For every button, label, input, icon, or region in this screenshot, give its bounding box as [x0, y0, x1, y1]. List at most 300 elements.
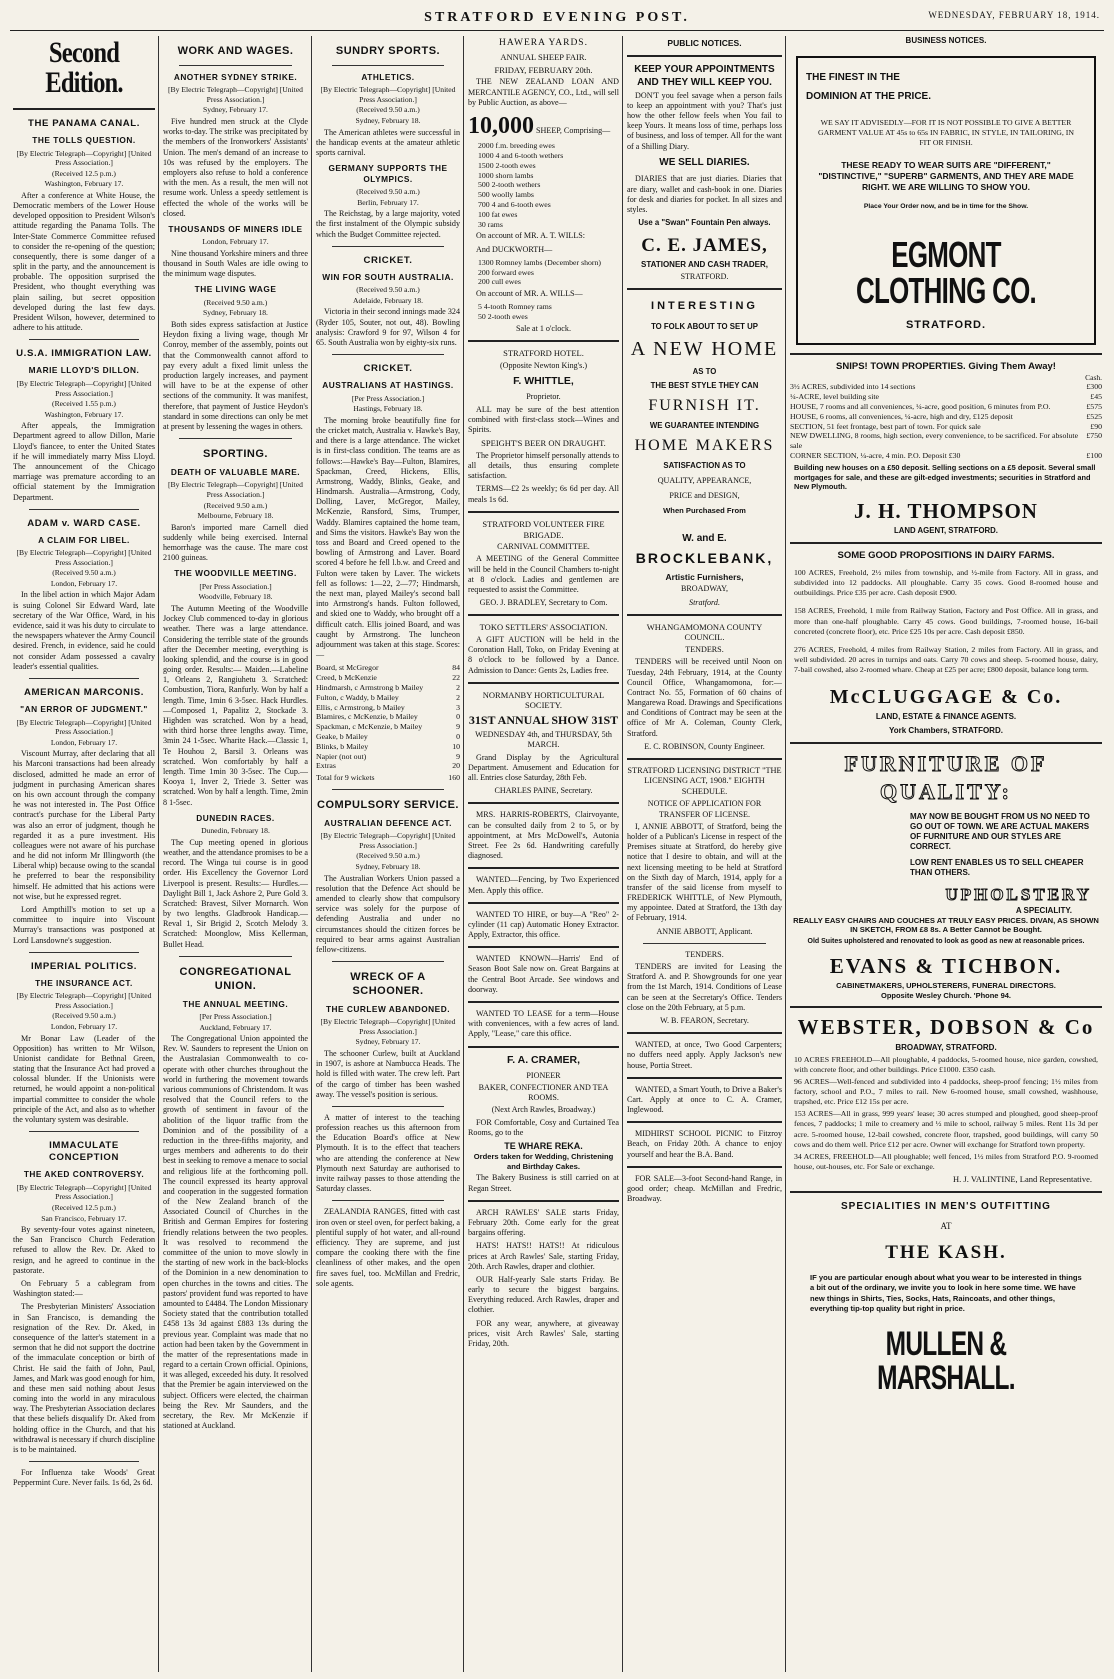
- ad-date: WEDNESDAY 4th, and THURSDAY, 5th MARCH.: [475, 730, 612, 750]
- received-time: (Received 1.55 p.m.): [52, 399, 116, 409]
- article-subheadline: MARIE LLOYD'S DILLON.: [28, 365, 140, 376]
- ad-address: BROADWAY,: [681, 584, 728, 594]
- property-listing: 276 ACRES, Freehold, 4 miles from Railway Station, 2 miles from Factory. All in grass, and well subdivided. 20 acres in turnips and oats. Carry 70 cows and sheep. 5-roomed house, dairy, 7-bail cowshed, also 2-roomed whare. Cheap at £25 per acre; £800 deposit, balance long term.: [794, 644, 1098, 674]
- received-time: (Received 9.50 a.m.): [356, 187, 420, 197]
- score-row: [316, 712, 460, 722]
- divider: [468, 867, 619, 869]
- divider: [332, 789, 444, 790]
- ad-highlight: Place Your Order now, and be in time for the Show.: [863, 202, 1029, 210]
- ad-heading: TOKO SETTLERS' ASSOCIATION.: [479, 622, 608, 633]
- classified-ad: WANTED, a Smart Youth, to Drive a Baker's Cart. Apply at once to C. A. Cramer, Inglewood.: [627, 1084, 782, 1115]
- ad-subheading: NOTICE OF APPLICATION FOR TRANSFER OF LICENSE.: [647, 799, 762, 819]
- received-time: (Received 9.50 a.m.): [356, 851, 420, 861]
- article-subheadline: THE TOLLS QUESTION.: [32, 135, 136, 146]
- ad-subheading: QUALITY, APPEARANCE,: [657, 475, 752, 485]
- runs: 22: [452, 673, 460, 683]
- divider: [790, 1191, 1102, 1193]
- stock-item: 1000 4 and 6-tooth wethers: [478, 150, 564, 160]
- ad-name: BROCKLEBANK,: [635, 550, 774, 567]
- score-row: [316, 742, 460, 752]
- article-subheadline: A CLAIM FOR LIBEL.: [38, 534, 130, 545]
- article-headline: COMPULSORY SERVICE.: [317, 799, 459, 812]
- stock-item: 1000 shorn lambs: [478, 170, 534, 180]
- score-row: [316, 663, 460, 673]
- stock-item: 100 fat ewes: [478, 209, 518, 219]
- ad-subheading: TO FOLK ABOUT TO SET UP: [651, 321, 758, 331]
- ad-subheading: When Purchased From: [663, 505, 746, 515]
- property-price: £100: [1086, 451, 1102, 461]
- article-headline: SPORTING.: [202, 448, 268, 461]
- dateline: Sydney, February 18.: [355, 116, 421, 125]
- ad-display: UPHOLSTERY: [945, 885, 1092, 905]
- divider: [332, 1200, 444, 1201]
- article-headline: U.S.A. IMMIGRATION LAW.: [16, 348, 152, 360]
- property-text: CORNER SECTION, ¼-acre, 4 min. P.O. Deposit £30: [790, 451, 961, 461]
- ad-body: THESE READY TO WEAR SUITS ARE "DIFFERENT," "DISTINCTIVE," "SUPERB" GARMENTS, AND THEY ARE MADE RIGHT. WE ARE WILLING TO SHOW YOU.: [818, 160, 1074, 192]
- property-listing: 10 ACRES FREEHOLD—All ploughable, 4 paddocks, 5-roomed house, nice garden, cowshed, with concrete floor, and other buildings. Price £1000. £350 cash.: [794, 1054, 1098, 1074]
- runs: 2: [456, 682, 460, 692]
- divider: [468, 1001, 619, 1003]
- ad-name: W. and E.: [682, 533, 727, 545]
- ad-subheading: LAND, ESTATE & FINANCE AGENTS.: [875, 712, 1017, 722]
- article-headline: CONGREGATIONAL UNION.: [179, 965, 292, 992]
- classified-ad: FOR any wear, anywhere, at giveaway prices, visit Arch Rawles' Sale, starting Friday, 20th.: [468, 1318, 619, 1349]
- runs: 9: [456, 751, 460, 761]
- dateline: Sydney, February 18.: [355, 862, 421, 872]
- property-listing: 96 ACRES—Well-fenced and subdivided into 4 paddocks, sheep-proof fencing; 1½ miles from factory, school and P.O., 7 miles to rail. New 6-roomed house, small cowshed, washhouse, trapshed, etc. Price £12 15s per acre.: [794, 1076, 1098, 1107]
- article-headline: THE PANAMA CANAL.: [28, 118, 140, 129]
- ad-subheading: A SPECIALITY.: [1015, 905, 1072, 915]
- classified-ad: WANTED—Fencing, by Two Experienced Men. Apply this office.: [468, 875, 619, 895]
- wire-credit: [By Electric Telegraph—Copyright] [United Press Association.]: [16, 1182, 152, 1202]
- article-body: Viscount Murray, after declaring that all his Marconi transactions had been already disclosed, admitted he made an error of judgment in purchasing American shares on his own account through the company he was not interested in. The Post Office contract's purchase for the Liberal Party was also an error of judgment, though he regarded it as a pure investment. His colleagues were not aware of his purchase and he did not inform Mr Illingworth (the Liberal whip) because owing to the scandal he preferred to bear the responsibility himself. He admitted that his actions were not wise, but he expressed regret.: [13, 749, 155, 901]
- stock-item: 500 2-tooth wethers: [478, 180, 541, 190]
- ad-name: F. WHITTLE,: [513, 375, 574, 388]
- ad-subheading: BAKER, CONFECTIONER AND TEA ROOMS.: [478, 1083, 609, 1103]
- batsman: Napier (not out): [316, 751, 367, 761]
- property-row: [790, 431, 1102, 451]
- batsman: Geake, b Mailey: [316, 731, 368, 741]
- article-subheadline: GERMANY SUPPORTS THE OLYMPICS.: [328, 163, 448, 184]
- section-heading: BUSINESS NOTICES.: [905, 36, 987, 45]
- column-rule: [463, 36, 464, 1672]
- ad-display: MULLEN & MARSHALL.: [877, 1325, 1015, 1398]
- divider: [643, 943, 766, 944]
- divider: [332, 1106, 444, 1107]
- ad-display: A NEW HOME: [630, 337, 779, 360]
- ad-subheading: (Opposite Newton King's.): [499, 361, 588, 370]
- article-headline: CRICKET.: [363, 254, 413, 266]
- score-row: [316, 722, 460, 732]
- divider: [468, 1200, 619, 1202]
- ad-body: DIARIES that are just diaries. Diaries that are diary, wallet and cash-book in one. Diaries for desk and diaries for pocket. In all sizes and styles.: [627, 174, 782, 214]
- ad-subheading: PRICE and DESIGN,: [669, 490, 740, 500]
- ad-subheading: THE BEST STYLE THEY CAN: [650, 380, 759, 390]
- divider: [627, 1166, 782, 1168]
- property-row: [790, 382, 1102, 392]
- article-body: On February 5 a cablegram from Washington stated:—: [13, 1279, 155, 1299]
- divider: [468, 614, 619, 616]
- ad-subheading: SATISFACTION AS TO: [663, 460, 746, 470]
- article-body: The Reichstag, by a large majority, voted the first instalment of the Olympic subsidy which the Budget Committee rejected.: [316, 209, 460, 239]
- received-time: (Received 12.5 p.m.): [52, 1202, 116, 1212]
- ad-body: FOR Comfortable, Cosy and Curtained Tea Rooms, go to the: [468, 1117, 619, 1137]
- divider: [627, 1121, 782, 1123]
- property-text: HOUSE, 6 rooms, all conveniences, ¼-acre, high and dry, £125 deposit: [790, 411, 1013, 421]
- article-body: The Presbyterian Ministers' Association in San Francisco, is demanding the resignation of the Rev. Dr. Aked, in consequence of the latter's statement in a sermon that he did not support the doctrine of the immaculate conception or birth of Christ. He said the faith of John, Paul, James, and Mark was good enough for him, and these men said nothing about Jesus coming into the world in any miraculous way. The Presbyterian Association declares that these beliefs disqualify Dr. Aked from holding office in the Church, and that his withdrawal is necessary if church discipline is to be maintained.: [13, 1302, 155, 1455]
- article-subheadline: DUNEDIN RACES.: [196, 812, 275, 823]
- ad-body: On account of MR. A. WILLS—: [476, 289, 583, 299]
- batsman: Blamires, c McKenzie, b Mailey: [316, 712, 418, 722]
- classified-ad: WANTED TO LEASE for a term—House with conveniences, with a few acres of land. Apply, "Lease," care this office.: [468, 1009, 619, 1039]
- stock-item: 500 woolly lambs: [478, 190, 534, 200]
- article-body: The Congregational Union appointed the Rev. W. Saunders to represent the Union on the Australasian Commonwealth to co-operate with other churches throughout the world in furthering the movement towards various communions of Christendom. It was resolved that the Council refers to the growth of sentiment in favour of the abolition of the liquor traffic from the Dominion and of the possibility of a reduction in the three-fifths majority, and urges members and adherents to do their best in seeking to remove a menace to social and religious life at the forthcoming poll. The council expressed its hearty approval and cooperation in the suggested formation of the New Zealand branch of the Associated Council of Churches in the British and German Empires for fostering friendly relations between the two peoples. It was resolved to recommend the committee of the union to move slowly in the starting of new work in the back-blocks of the Dominion in a new denomination to open churches in the towns and cities. The pastors' provident fund was reported to have amounted to £4484. The London Missionary Society stated that the contribution totalled £458 13s 3d against £883 13s during the previous year. Complaint was made that no action had been taken by the Government in the matter of the representations made in regard to a certain Crown official. Opinions, it was alleged, exceeded his duty. It resolved that the Premier be again interviewed on the subject. Officers were elected, the chairman being the Rev. Mr Saunders, and the secretary, the Rev. Mr McKenzie if stationed at Auckland.: [163, 1034, 308, 1431]
- received-time: (Received 9.50 a.m.): [203, 297, 268, 307]
- ad-highlight: 31ST ANNUAL SHOW 31ST: [468, 713, 619, 728]
- ad-body: MAY NOW BE BOUGHT FROM US NO NEED TO GO OUT OF TOWN. WE ARE ACTUAL MAKERS OF FURNITURE AND OUR STYLES ARE CORRECT.: [910, 811, 1090, 852]
- ad-name: THE KASH.: [885, 1241, 1007, 1263]
- ad-body: LOW RENT ENABLES US TO SELL CHEAPER THAN OTHERS.: [910, 858, 1084, 878]
- ad-address: STRATFORD.: [905, 319, 987, 332]
- wire-credit: [By Electric Telegraph—Copyright] [United Press Association.]: [16, 378, 152, 398]
- ad-body: Building new houses on a £50 deposit. Selling sections on a £5 deposit. Several small mortgages for sale, and these are gilt-edged investments; securities in Stratford and New Plymouth.: [794, 462, 1096, 492]
- wire-credit: [By Electric Telegraph—Copyright] [United Press Association.]: [16, 548, 152, 567]
- ad-body: WE SAY IT ADVISEDLY—FOR IT IS NOT POSSIBLE TO GIVE A BETTER GARMENT VALUE AT 45s to 65s IN FABRIC, IN STYLE, IN TAILORING, IN FIT OR FINISH.: [817, 118, 1075, 148]
- runs: 2: [456, 692, 460, 702]
- ad-display: FURNITURE OF QUALITY:: [844, 751, 1048, 805]
- runs: 9: [456, 722, 460, 732]
- ad-body: A MEETING of the General Committee will be held in the Council Chambers to-night at 8 o'clock. Ladies and gentlemen are requested to assist the Committee.: [468, 554, 619, 594]
- property-listing: 158 ACRES, Freehold, 1 mile from Railway Station, Factory and Post Office. All in grass, and more than one-half ploughable. Carry 45 cows. Good buildings, 7-roomed house, 16-bail concreted (concrete floor), etc. Price £25 10s per acre. Cash deposit £850.: [794, 606, 1098, 636]
- ad-subheading: ANNUAL SHEEP FAIR.: [500, 51, 587, 62]
- dateline: Sydney, February 17.: [355, 1037, 421, 1047]
- dateline: Hastings, February 18.: [353, 404, 423, 414]
- ad-heading: SNIPS! TOWN PROPERTIES. Giving Them Away!: [836, 360, 1056, 372]
- article-body: The schooner Curlew, built at Auckland in 1907, is ashore at Nambucca Heads. The hold is filled with water. The crew left. Part of the cargo of timber has been washed away. The vessel's position is serious.: [316, 1048, 460, 1099]
- divider: [468, 682, 619, 684]
- article-subheadline: AUSTRALIAN DEFENCE ACT.: [324, 817, 452, 828]
- ad-address: BROADWAY, STRATFORD.: [895, 1042, 997, 1052]
- egmont-ad: [796, 56, 1096, 345]
- ad-display: EGMONT CLOTHING CO.: [856, 234, 1036, 312]
- column-rule: [311, 36, 312, 1672]
- article-subheadline: THE ANNUAL MEETING.: [182, 998, 289, 1009]
- advertisement-text: For Influenza take Woods' Great Peppermint Cure. Never fails. 1s 6d, 2s 6d.: [13, 1468, 155, 1488]
- property-row: [790, 392, 1102, 402]
- issue-date: WEDNESDAY, FEBRUARY 18, 1914.: [928, 10, 1100, 20]
- ad-body: TENDERS will be received until Noon on Tuesday, 24th February, 1914, at the County Council Office, Whangamomona, for:—Contract No. 55, Formation of 60 chains of Mangarewa Road. Drawings and Specifications and Conditions of Contract may be seen at the office of Mr A. Coleman, County Clerk, Stratford.: [627, 657, 782, 738]
- wire-credit: [By Electric Telegraph—Copyright] [United Press Association.]: [16, 148, 152, 168]
- dateline: Sydney, February 18.: [203, 308, 268, 318]
- divider: [790, 742, 1102, 744]
- ad-body: TERMS—£2 2s weekly; 6s 6d per day. All meals 1s 6d.: [468, 484, 619, 504]
- wire-credit: [Per Press Association.]: [199, 1011, 272, 1021]
- dateline: London, February 17.: [50, 1021, 118, 1031]
- ad-heading: HAWERA YARDS.: [499, 38, 588, 48]
- ad-body: And DUCKWORTH—: [476, 244, 553, 254]
- article-subheadline: THE LIVING WAGE: [194, 284, 277, 295]
- ad-name: F. A. CRAMER,: [506, 1053, 581, 1066]
- article-body: Both sides express satisfaction at Justice Heydon fixing a living wage, though Mr Conroy, member of the assembly, points out that the Commonwealth cannot afford to pay every adult a fixed limit unless the production largely increases, and payment will have to be at the expense of other sections of the community. It was manifest, therefore, that payment of Justice Heydon's standard in some directions can only be met at present by lessening the wages in others.: [163, 320, 308, 431]
- received-time: (Received 9.50 a.m.): [52, 1011, 116, 1021]
- ad-heading: STRATFORD LICENSING DISTRICT "THE LICENSING ACT, 1908." EIGHTH SCHEDULE.: [627, 766, 782, 796]
- dateline: Woodville, February 18.: [198, 592, 273, 602]
- classified-ad: ARCH RAWLES' SALE starts Friday, February 20th. Come early for the great bargains offering.: [468, 1207, 619, 1238]
- newspaper-title: STRATFORD EVENING POST.: [424, 10, 690, 25]
- ad-date: FRIDAY, FEBRUARY 20th.: [494, 64, 593, 75]
- ad-heading: SOME GOOD PROPOSITIONS IN DAIRY FARMS.: [837, 550, 1055, 562]
- divider: [468, 946, 619, 948]
- ad-signature: ANNIE ABBOTT, Applicant.: [656, 926, 753, 936]
- property-text: ¼-ACRE, level building site: [790, 392, 880, 402]
- article-body: The Autumn Meeting of the Woodville Jockey Club commenced to-day in glorious weather. There was a large attendance. Considering the terrible state of the grounds after the December meeting, everything is looking splendid, and the course is in good going order. Results:— Maiden.—Labeline 1, Orleans 2, Rangiuhetu 3. Scratched: Combustion, Tiora, Ranfurly. Won by half a length. Time, 1min 6 3-5sec. Hack Hurdles.—Composed 1, Papalitz 2, Stockade 3. Highden was scratched. Won by a head, with third horse three lengths away. Time, 3min 24 1-5sec. Wharite Hack.—Classic 1, Te Houhou 2, Barsil 3. Orleans was scratched. Won comfortably by half a length. Time 1min 30 3-5sec. The Cup.—Kooya 1, Inver 2, Triede 3. Setter was scratched. Won by half a length. Time, 2min 8 1-5sec.: [163, 603, 308, 807]
- ad-highlight: SPEIGHT'S BEER ON DRAUGHT.: [481, 438, 606, 449]
- dateline: Washington, February 17.: [44, 409, 124, 419]
- divider: [179, 956, 292, 957]
- classified-ad: MIDHIRST SCHOOL PICNIC to Fitzroy Beach, on Friday 20th. A chance to enjoy yourself and hear the B.A. Band.: [627, 1129, 782, 1159]
- divider: [29, 678, 139, 679]
- divider: [627, 1032, 782, 1034]
- dateline: Auckland, February 17.: [199, 1022, 272, 1032]
- property-row: [790, 422, 1102, 432]
- ad-address: (Next Arch Rawles, Broadway.): [491, 1105, 596, 1115]
- divider: [332, 354, 444, 355]
- ad-subheading: STATIONER AND CASH TRADER,: [641, 259, 768, 269]
- received-time: (Received 9.50 a.m.): [203, 500, 268, 510]
- stock-item: 2000 f.m. breeding ewes: [478, 141, 555, 151]
- classified-ad: WANTED, at once, Two Good Carpenters; no duffers need apply. Apply Jackson's new house, Portia Street.: [627, 1040, 782, 1070]
- divider: [179, 438, 292, 439]
- ad-subheading: WE GUARANTEE INTENDING: [649, 420, 760, 430]
- article-headline: CRICKET.: [363, 363, 413, 375]
- ad-highlight: Use a "Swan" Fountain Pen always.: [638, 218, 771, 228]
- divider: [468, 340, 619, 342]
- dateline: London, February 17.: [202, 237, 269, 247]
- divider: [29, 952, 139, 953]
- article-subheadline: DEATH OF VALUABLE MARE.: [170, 466, 301, 477]
- column-rule: [622, 36, 623, 1672]
- cash-label: Cash.: [1085, 372, 1102, 382]
- ad-signature: H. J. VALINTINE, Land Representative.: [953, 1174, 1092, 1185]
- dateline: Adelaide, February 18.: [352, 295, 423, 305]
- ad-subheading: AS TO: [692, 366, 717, 376]
- ad-body: Old Suites upholstered and renovated to look as good as new at reasonable prices.: [807, 937, 1085, 945]
- dateline: Berlin, February 17.: [357, 197, 419, 207]
- divider: [627, 758, 782, 760]
- runs: 20: [452, 761, 460, 771]
- column-1: [10, 36, 158, 1672]
- ad-subheading: TENDERS.: [685, 645, 724, 655]
- ad-signature: CHARLES PAINE, Secretary.: [494, 786, 593, 796]
- column-rule: [158, 36, 159, 1672]
- ad-body: A GIFT AUCTION will be held in the Coronation Hall, Toko, on Friday Evening at 8 o'clock to be followed by a Dance. Admission to Dance: Gents 2s, Ladies free.: [468, 635, 619, 675]
- property-text: SECTION, 51 feet frontage, best part of town. For quick sale: [790, 421, 981, 431]
- ad-subheading: Artistic Furnishers,: [665, 571, 744, 582]
- ad-subheading: Proprietor.: [526, 392, 561, 402]
- ad-name: C. E. JAMES,: [641, 234, 768, 256]
- sheep-count-line: [468, 111, 619, 141]
- article-body: Lord Ampthill's motion to set up a committee to inquire into Viscount Murray's transactions was postponed at Lord Lansdowne's suggestion.: [13, 905, 155, 945]
- score-row: [316, 752, 460, 762]
- article-headline: AMERICAN MARCONIS.: [23, 686, 145, 698]
- ad-body: TENDERS are invited for Leasing the Stratford A. and P. Showgrounds for one year from the 1st March, 1914. Conditions of Lease can be seen at the Secretary's Office. Tenders close on the 20th February, at 5 p.m.: [627, 962, 782, 1012]
- runs: 84: [452, 663, 460, 673]
- ad-heading: THE FINEST IN THE DOMINION AT THE PRICE.: [806, 72, 931, 103]
- wire-credit: [By Electric Telegraph—Copyright] [United Press Association.]: [168, 480, 303, 499]
- ad-body: REALLY EASY CHAIRS AND COUCHES AT TRULY EASY PRICES. DIVAN, AS SHOWN IN SKETCH, FROM £8 8s. A Better Cannot be Bought.: [793, 915, 1099, 935]
- batsman: Ellis, c Armstrong, b Mailey: [316, 702, 405, 712]
- article-subheadline: THOUSANDS OF MINERS IDLE: [168, 223, 303, 234]
- advertisement-text: ZEALANDIA RANGES, fitted with cast iron oven or steel oven, for perfect baking, a plentiful supply of hot water, and all-round efficiency. They are supreme, and just compare the cooking there with the fine cleanliness of other makes, and the open fire saves fuel, too. McMillan and Fredric, sole agents.: [316, 1207, 460, 1288]
- property-text: NEW DWELLING, 8 rooms, high section, every convenience, to be sacrificed. For absolute sale: [790, 431, 1079, 451]
- ad-signature: GEO. J. BRADLEY, Secretary to Com.: [479, 598, 608, 608]
- ad-subheading: CARNIVAL COMMITTEE.: [497, 542, 590, 552]
- ad-body: I, ANNIE ABBOTT, of Stratford, being the holder of a Publican's License in respect of the Premises situate at Stratford, do hereby give notice that I desire to obtain, and will at the next licensing meeting to be held at Stratford on the Sixth day of March, 1914, apply for a transfer of the said license from myself to FREDERICK WHITTLE, of New Plymouth, my appointee. Dated at Stratford, the 13th day of February, 1914.: [627, 821, 782, 923]
- stock-item: 1500 2-tooth ewes: [478, 160, 536, 170]
- ad-address: Opposite Wesley Church. 'Phone 94.: [880, 990, 1011, 1000]
- score-row: [316, 673, 460, 683]
- score-row: [316, 761, 460, 771]
- divider: [29, 339, 139, 340]
- article-subheadline: THE CURLEW ABANDONED.: [325, 1003, 451, 1014]
- stock-item: 30 rams: [478, 219, 503, 229]
- score-row: [316, 703, 460, 713]
- dateline: London, February 17.: [50, 578, 118, 588]
- ad-highlight: Orders taken for Wedding, Christening and Birthday Cakes.: [473, 1152, 614, 1171]
- article-headline: WORK AND WAGES.: [177, 45, 294, 57]
- batsman: Spackman, c McKenzie, b Mailey: [316, 722, 423, 732]
- article-body: Victoria in their second innings made 324 (Ryder 105, Souter, not out, 48). Bowling analysis: Crawford 9 for 97, Wilson 4 for 65. South Australia won by eighty-six runs.: [316, 307, 460, 347]
- article-body: By seventy-four votes against nineteen, the San Francisco Church Federation refused to allow the Rev. Dr. Aked to resign, and he agreed to continue in the pastorate.: [13, 1225, 155, 1275]
- property-listing: 34 ACRES, FREEHOLD—All ploughable; well fenced, 1½ miles from Stratford P.O. 9-roomed house, out-houses, etc. For Sale or exchange.: [794, 1151, 1098, 1171]
- property-row: [790, 402, 1102, 412]
- score-row: [316, 693, 460, 703]
- article-body: After a conference at White House, the Democratic members of the Lower House developed opposition to President Wilson's attitude regarding the Panama Tolls. The Inter-State Commerce Committee refused to consider the re-opening of the question; consequently, there is some danger of a split in the party, and the announcement is probable. The opposition surprised the President, who thought everything was plain sailing, but secret opposition developed during the last few days. President Wilson, however, determined to adhere to his attitude.: [13, 190, 155, 333]
- dateline: Dunedin, February 18.: [201, 826, 270, 836]
- ad-name: WEBSTER, DOBSON & Co: [797, 1015, 1095, 1040]
- divider: [468, 802, 619, 804]
- property-price: £300: [1086, 382, 1102, 392]
- received-time: (Received 9.50 a.m.): [356, 105, 420, 115]
- classified-ad: WANTED KNOWN—Harris' End of Season Boot Sale now on. Great Bargains at the Central Boot Arcade. See windows and doorway.: [468, 954, 619, 994]
- dateline: San Francisco, February 17.: [41, 1213, 127, 1223]
- stock-item: 200 cull ewes: [478, 277, 521, 287]
- article-subheadline: ANOTHER SYDNEY STRIKE.: [173, 71, 298, 82]
- property-price: £525: [1086, 411, 1102, 421]
- property-price: £45: [1090, 392, 1102, 402]
- article-subheadline: THE AKED CONTROVERSY.: [23, 1169, 145, 1180]
- sheep-count: 10,000: [468, 112, 534, 139]
- property-row: [790, 451, 1102, 461]
- property-row: [790, 412, 1102, 422]
- divider: [790, 542, 1102, 544]
- ad-body: On account of MR. A. T. WILLS:: [476, 231, 586, 241]
- masthead: [10, 6, 1104, 31]
- total-runs: 160: [448, 773, 460, 783]
- ad-signature: W. B. FEARON, Secretary.: [660, 1015, 749, 1025]
- wire-credit: [By Electric Telegraph—Copyright] [United Press Association.]: [16, 717, 152, 737]
- column-4: [465, 36, 622, 1672]
- article-body: The Australian Workers Union passed a resolution that the Defence Act should be amended to clearly show that compulsory service was solely for the purpose of defending Australia and under no circumstances should the citizen forces be required to bear arms against Australian fellow-citizens.: [316, 873, 460, 954]
- article-headline: SUNDRY SPORTS.: [335, 45, 441, 57]
- ad-name: EVANS & TICHBON.: [829, 953, 1063, 978]
- wire-credit: [By Electric Telegraph—Copyright] [United Press Association.]: [320, 831, 456, 850]
- property-listing: 153 ACRES—All in grass, 999 years' lease; 30 acres stumped and ploughed, good sheep-proof fences, 7 paddocks; 1 mile to creamery and ½ mile to school, railway 5 miles. Rent 11s 3d per acre. 5-roomed house, 12-bail cowshed, concrete floor, trapshed, good buildings, will carry 50 cows and do them well. Price £12 per acre. Owner will exchange for Stratford town property.: [794, 1109, 1098, 1149]
- article-headline: IMPERIAL POLITICS.: [30, 960, 138, 972]
- ad-display: HOME MAKERS: [634, 436, 775, 454]
- ad-subheading: CABINETMAKERS, UPHOLSTERERS, FUNERAL DIRECTORS.: [836, 981, 1056, 991]
- score-row: [316, 683, 460, 693]
- ad-heading: WE SELL DIARIES.: [659, 156, 750, 168]
- ad-heading: NORMANBY HORTICULTURAL SOCIETY.: [482, 689, 605, 711]
- batsman: Blinks, b Mailey: [316, 741, 369, 751]
- divider: [332, 961, 444, 962]
- article-headline: ADAM v. WARD CASE.: [27, 517, 141, 529]
- wire-credit: [By Electric Telegraph—Copyright] [United Press Association.]: [16, 991, 152, 1010]
- ad-subheading: LAND AGENT, STRATFORD.: [894, 526, 998, 536]
- scorecard: [316, 663, 460, 783]
- ad-heading: WHANGAMOMONA COUNTY COUNCIL.: [646, 621, 763, 643]
- batsman: Extras: [316, 761, 336, 771]
- ad-heading: STRATFORD VOLUNTEER FIRE BRIGADE.: [482, 518, 605, 540]
- ad-body: THE NEW ZEALAND LOAN AND MERCANTILE AGENCY, CO., Ltd., will sell by Public Auction, as above—: [468, 77, 619, 107]
- divider: [790, 353, 1102, 355]
- article-body: Baron's imported mare Carnell died suddenly while being exercised. Internal hemorrhage was the cause. The mare cost 2100 guineas.: [163, 522, 308, 563]
- divider: [29, 1461, 139, 1462]
- divider: [179, 65, 292, 66]
- article-subheadline: WIN FOR SOUTH AUSTRALIA.: [322, 271, 454, 282]
- property-price: £750: [1086, 431, 1102, 441]
- received-time: (Received 9.50 a.m.): [356, 285, 420, 295]
- ad-heading: SPECIALITIES IN MEN'S OUTFITTING: [841, 1200, 1051, 1212]
- divider: [790, 1006, 1102, 1008]
- article-subheadline: THE INSURANCE ACT.: [35, 977, 133, 988]
- stock-item: 700 4 and 6-tooth ewes: [478, 200, 551, 210]
- column-5: [624, 36, 785, 1672]
- divider: [627, 614, 782, 616]
- article-subheadline: THE WOODVILLE MEETING.: [174, 568, 297, 579]
- total-label: Total for 9 wickets: [316, 773, 375, 783]
- score-total: [316, 773, 460, 783]
- divider: [29, 1131, 139, 1132]
- classified-ad: WANTED TO HIRE, or buy—A "Reo" 2-cylinder (11 cap) Automatic Honey Extractor. Apply, Extractor, this office.: [468, 909, 619, 940]
- ad-display: FURNISH IT.: [648, 396, 761, 414]
- ad-body: MRS. HARRIS-ROBERTS, Clairvoyante, can be consulted daily from 2 to 5, or by appointment, at Mrs McDowell's, Autonia Street. Fee 2s 6d. Handwriting carefully diagnosed.: [468, 810, 619, 861]
- ad-body: IF you are particular enough about what you wear to be interested in things a bit out of the ordinary, we invite you to look in here some time. WE have new things in Shirts, Ties, Socks, Hats, Raincoats, and other things, everything tip-top quality but right in price.: [810, 1272, 1082, 1314]
- edition-heading: Second Edition.: [45, 36, 123, 99]
- divider: [29, 509, 139, 510]
- article-body: The morning broke beautifully fine for the cricket match, Australia v. Hawke's Bay, and there is a large attendance. The wicket is in first-class condition. The teams are as follows:—Hawke's Bay—Fulton, Blamires, Spackman, Creed, Hickens, Ellis, Armstrong, Waddy, Blinks, Geake, and Hindmarsh. Australia—Armstrong, Cody, Dolling, Laver, McGregor, Mailey, McKenzie, Ransford, Sims, Trumper, Waddy. Blamires captained the home team, and Sims the visitors. Hawke's Bay won the toss and Board and Creed opened to the bowling of Armstrong and Laver. Board scored 4 before he fell l.b.w. and Creed and Fulton were taken by Laver. The wickets fell as follows: 1—22, 2—77; Hindmarsh, the next man, played Mailey's second ball into Armstrong's hands. Fulton followed, and skied one to Waddy, who brought off a difficult catch. Ellis joined Board, and was caught by Armstrong. The luncheon adjournment was taken at this stage. Scores:—: [316, 415, 460, 660]
- ad-subheading: PIONEER: [526, 1070, 561, 1080]
- ad-subheading: AT: [940, 1221, 952, 1232]
- ad-body: DON'T you feel savage when a person fails to keep an appointment with you? That's just how the other fellow feels when You fail to keep Yours. It means loss of time, perhaps loss of business, and loss of temper. All for the want of a Shilling Diary.: [627, 90, 782, 151]
- wire-credit: [Per Press Association.]: [351, 393, 425, 403]
- wire-credit: [Per Press Association.]: [199, 581, 272, 591]
- article-headline: WRECK OF A SCHOONER.: [350, 971, 426, 997]
- property-price: £575: [1086, 402, 1102, 412]
- batsman: Creed, b McKenzie: [316, 673, 377, 683]
- ad-heading: STRATFORD HOTEL.: [503, 348, 584, 359]
- ad-body: The Proprietor himself personally attends to all details, thus ensuring complete satisfaction.: [468, 450, 619, 481]
- ad-body: ALL may be sure of the best attention combined with first-class stock—Wines and Spirits.: [468, 404, 619, 434]
- divider: [627, 288, 782, 290]
- classified-ad: OUR Half-yearly Sale starts Friday. Be early to secure the biggest bargains. Everything reduced. Arch Rawles, draper and clothier.: [468, 1274, 619, 1315]
- column-rule: [785, 36, 786, 1672]
- stock-item: 50 2-tooth ewes: [478, 312, 528, 322]
- batsman: Board, st McGregor: [316, 663, 379, 673]
- classified-ad: FOR SALE—3-foot Second-hand Range, in good order; cheap. McMillan and Fredric, Broadway.: [627, 1173, 782, 1204]
- divider: [627, 55, 782, 57]
